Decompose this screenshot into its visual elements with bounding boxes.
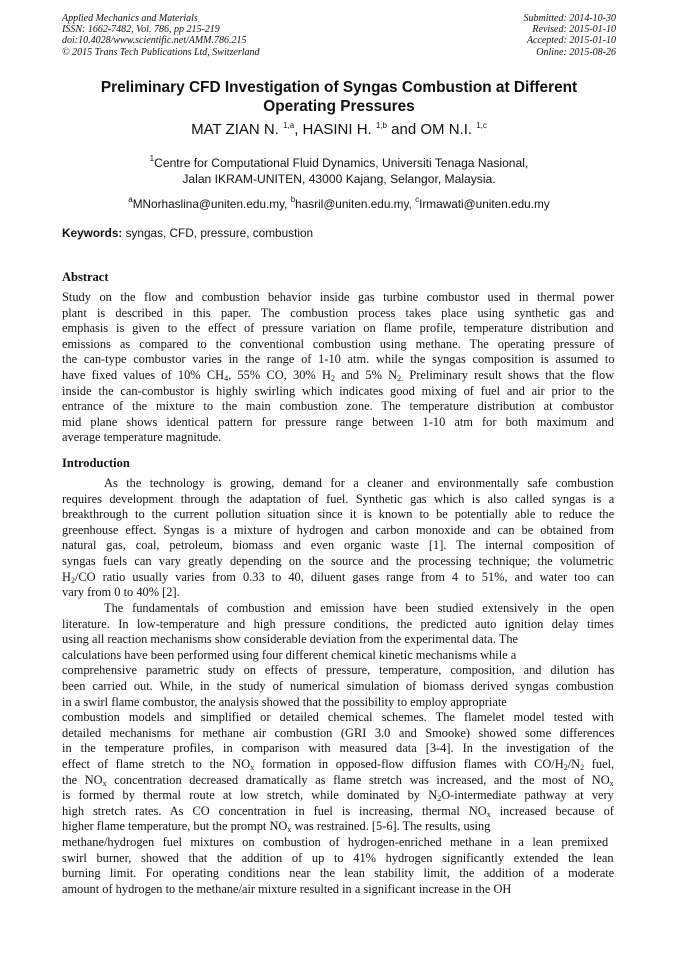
text-span: is formed by thermal route at low stretch, while dominated by N (62, 788, 438, 803)
text-line: The fundamentals of combustion and emission have been studied extensively in the open (104, 601, 615, 615)
email-superscript: c (415, 195, 420, 204)
introduction-paragraph-1 (62, 476, 614, 601)
title-line: Operating Pressures (263, 98, 415, 115)
author-name: MAT ZIAN N. (191, 121, 284, 138)
revised-date: Revised: 2015-01-10 (532, 24, 616, 36)
text-span: and 5% N (334, 367, 398, 382)
abstract-heading: Abstract (62, 270, 109, 284)
text-line: vary from 0 to 40% [2]. (62, 585, 180, 600)
text-line (62, 804, 614, 820)
subscript: 2 (580, 762, 585, 772)
text-line: As the technology is growing, demand for a cleaner and environmentally safe combustion (104, 476, 614, 490)
text-span: formation in opposed-flow diffusion flames with CO/H (254, 756, 564, 771)
subscript: x (609, 778, 614, 788)
text-line: using all reaction mechanisms show considerable deviation from the experimental data. The (62, 632, 519, 647)
text-span: increased because of (490, 803, 614, 818)
author-superscript: 1,b (375, 121, 387, 130)
text-line: plant is described in this paper. The combustion process takes place using synthetic gas and (62, 305, 614, 320)
author-name: , HASINI H. (294, 121, 376, 138)
text-span: effect of flame stretch to the NO (62, 756, 251, 771)
author-emails (40, 197, 638, 211)
text-line: amount of hydrogen to the methane/air mixture resulted in a significant increase in the OH (62, 881, 512, 896)
text-line: in the temperature profiles, in comparison with measured data [3-4]. In the investigation of the (62, 741, 614, 756)
text-span: H (62, 569, 71, 584)
text-line (62, 570, 614, 586)
text-line (62, 368, 614, 384)
text-line (62, 788, 614, 804)
text-line: syngas fuels can vary greatly depending on the source and the processing technique; the volumetric (62, 553, 614, 568)
introduction-heading: Introduction (62, 456, 130, 470)
text-span: Preliminary result shows that the flow (403, 367, 615, 382)
subscript: x (102, 778, 107, 788)
text-line: been carried out. While, in the study of numerical simulation of biomass derived syngas combustion (62, 678, 614, 693)
text-line: swirl burner, showed that the addition of up to 41% hydrogen significantly extended the lean (62, 850, 614, 865)
text-span: high stretch rates. As CO concentration in fuel is increasing, thermal NO (62, 803, 487, 818)
email-link[interactable]: Irmawati@uniten.edu.my (419, 197, 550, 211)
subscript: 2 (70, 575, 75, 585)
text-span: was restrained. [5-6]. The results, using (291, 819, 491, 834)
text-line: natural gas, coal, petroleum, biomass and even organic waste [1]. The internal composition of (62, 538, 615, 553)
author-name: and OM N.I. (387, 121, 477, 138)
paper-title (40, 78, 638, 116)
journal-header-right (524, 13, 617, 58)
email-link[interactable]: MNorhaslina@uniten.edu.my, (132, 197, 291, 211)
text-line: in a swirl flame combustor, the analysis showed that the possibility to employ appropriate (62, 694, 507, 709)
text-line (62, 773, 614, 789)
text-span: , 55% CO, 30% H (228, 367, 331, 382)
affiliation-line (40, 155, 638, 171)
text-span: the NO (62, 772, 103, 787)
text-line (62, 757, 614, 773)
text-span: higher flame temperature, but the prompt NO (62, 819, 288, 834)
text-line: Study on the flow and combustion behavior inside gas turbine combustor used in thermal power (62, 290, 615, 304)
subscript: 2 (330, 373, 335, 383)
email-superscript: a (128, 195, 133, 204)
abstract-body (62, 290, 614, 446)
text-line: the can-type combustor varies in the range of 1-10 atm. while the syngas composition is assumed to (62, 352, 615, 367)
text-line: combustion models and simplified or detailed chemical schemes. The flamelet model tested with (62, 710, 614, 725)
text-line: emphasis is given to the effect of pressure variation on flame profile, temperature distribution and (62, 321, 614, 336)
text-line: literature. In low-temperature and high pressure conditions, the predicted auto ignition delay times (62, 616, 614, 631)
text-line: breakthrough to the current pollution situation since it is known to be potentially able to reduce the (62, 507, 615, 522)
journal-name: Applied Mechanics and Materials (62, 13, 198, 24)
accepted-date: Accepted: 2015-01-10 (526, 35, 616, 47)
text-line: methane/hydrogen fuel mixtures on combustion of hydrogen-enriched methane in a lean premixed (62, 834, 609, 849)
subscript: 2 (437, 794, 442, 804)
keywords-label: Keywords: (62, 226, 123, 240)
copyright: © 2015 Trans Tech Publications Ltd, Switzerland (62, 46, 260, 58)
text-line: average temperature magnitude. (62, 430, 222, 445)
subscript: 2. (397, 373, 404, 383)
subscript: x (287, 825, 292, 835)
email-link[interactable]: hasril@uniten.edu.my, (295, 197, 416, 211)
author-superscript: 1,a (283, 121, 295, 130)
text-line (62, 819, 614, 835)
doi: doi:10.4028/www.scientific.net/AMM.786.215 (62, 35, 247, 47)
email-superscript: b (290, 195, 296, 204)
keywords-text: syngas, CFD, pressure, combustion (122, 226, 314, 240)
affiliation-text: Centre for Computational Fluid Dynamics, Universiti Tenaga Nasional, (154, 156, 529, 170)
text-span: fuel, (584, 756, 615, 771)
text-line: emissions as compared to the conventional combustion using methane. The operating pressure of (62, 336, 615, 351)
online-date: Online: 2015-08-26 (536, 46, 616, 58)
affiliation (40, 155, 638, 187)
author-superscript: 1,c (476, 121, 487, 130)
subscript: x (250, 762, 255, 772)
text-line: detailed mechanisms for methane air combustion (GRI 3.0 and Smooke) showed some differences (62, 725, 615, 740)
subscript: 2 (563, 762, 568, 772)
submitted-date: Submitted: 2014-10-30 (523, 13, 616, 24)
subscript: 4 (224, 373, 229, 383)
text-span: /CO ratio usually varies from 0.33 to 40, diluent gases range from 4 to 51%, and water too can (74, 569, 615, 584)
text-line: burning limit. For operating conditions near the lean stability limit, the addition of a moderate (62, 866, 615, 881)
subscript: x (486, 809, 491, 819)
text-span: have fixed values of 10% CH (62, 367, 225, 382)
text-span: O-intermediate pathway at very (441, 788, 614, 803)
text-span: concentration decreased dramatically as flame stretch was increased, and the most of NO (106, 772, 610, 787)
introduction-paragraph-2 (62, 601, 614, 897)
text-line: requires development through the adaptation of fuel. Synthetic gas which is also called syngas is a (62, 491, 615, 506)
text-line: calculations have been performed using four different chemical kinetic mechanisms while a (62, 647, 517, 662)
affiliation-superscript: 1 (149, 154, 155, 163)
author-list (40, 121, 638, 139)
title-line: Preliminary CFD Investigation of Syngas Combustion at Different (100, 79, 578, 96)
affiliation-line: Jalan IKRAM-UNITEN, 43000 Kajang, Selangor, Malaysia. (182, 172, 496, 186)
keywords (62, 226, 313, 240)
text-line: inside the can-combustor is highly swirling which indicates good mixing of fuel and air prior to the (62, 383, 615, 398)
text-span: /N (567, 756, 581, 771)
text-line: entrance of the mixture to the main combustion zone. The temperature distribution at combustor (62, 399, 614, 414)
text-line: greenhouse effect. Syngas is a mixture of hydrogen and carbon monoxide and can be obtained from (62, 522, 614, 537)
issn: ISSN: 1662-7482, Vol. 786, pp 215-219 (62, 24, 220, 36)
text-line: comprehensive parametric study on effects of pressure, temperature, composition, and dilution has (62, 663, 615, 678)
text-line: mid plane shows identical pattern for pressure range between 1-10 atm for both maximum and (62, 414, 614, 429)
journal-header-left (62, 13, 260, 58)
